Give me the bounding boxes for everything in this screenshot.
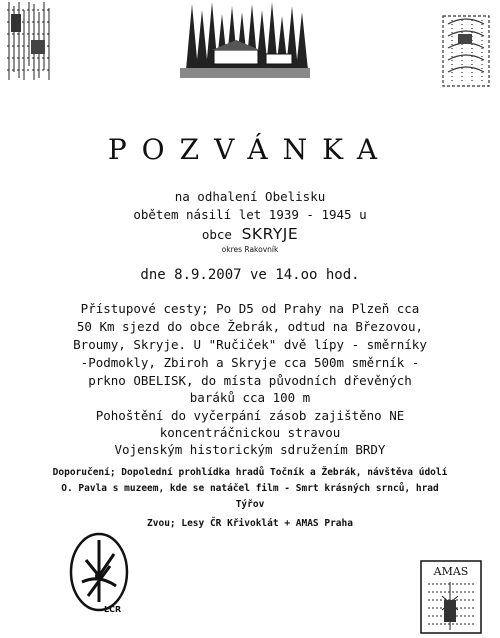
directions-line: prkno OBELISK, do místa původních dřevěných — [88, 373, 412, 388]
lcr-logo-text: LČR — [104, 605, 122, 614]
directions-line: -Podmokly, Zbiroh a Skryje cca 500m směrník - — [80, 355, 420, 370]
district-label: okres Rakovník — [221, 245, 279, 254]
subtitle-line-2: obětem násilí let 1939 - 1945 u — [133, 207, 367, 222]
refreshment-line: Pohoštění do vyčerpání zásob zajištěno NE — [95, 408, 405, 423]
recommendation-line: Doporučení; Dopolední prohlídka hradů Točník a Žebrák, návštěva údolí — [52, 467, 448, 478]
directions-line: Přístupové cesty; Po D5 od Prahy na Plzeň cca — [80, 301, 420, 316]
recommendation-line: Týřov — [235, 499, 265, 510]
forest-barracks-image — [180, 0, 310, 78]
directions-line: baráků cca 100 m — [189, 390, 311, 405]
lesy-cr-logo — [64, 530, 134, 620]
top-right-emblem-image — [440, 12, 492, 90]
amas-logo — [420, 560, 482, 634]
subtitle-line-1: na odhalení Obelisku — [174, 189, 326, 204]
page-title: POZVÁNKA — [107, 133, 393, 166]
directions-line: 50 Km sjezd do obce Žebrák, odtud na Březovou, — [76, 319, 424, 334]
directions-line: Broumy, Skryje. U "Ručiček" dvě lípy - směrníky — [73, 337, 427, 352]
refreshment-line: koncentráčnickou stravou — [159, 425, 341, 440]
recommendation-line: O. Pavla s muzeem, kde se natáčel film - Smrt krásných srnců, hrad — [61, 483, 439, 494]
place-prefix: obce — [201, 227, 232, 242]
amas-logo-text: AMAS — [433, 565, 469, 578]
event-date: dne 8.9.2007 ve 14.oo hod. — [140, 267, 360, 283]
place-line — [0, 224, 500, 243]
top-left-emblem-image — [5, 0, 53, 82]
invite-line: Zvou; Lesy ČR Křivoklát + AMAS Praha — [147, 518, 353, 529]
place-name: SKRYJE — [241, 225, 299, 243]
organizer-line: Vojenským historickým sdružením BRDY — [114, 442, 386, 457]
